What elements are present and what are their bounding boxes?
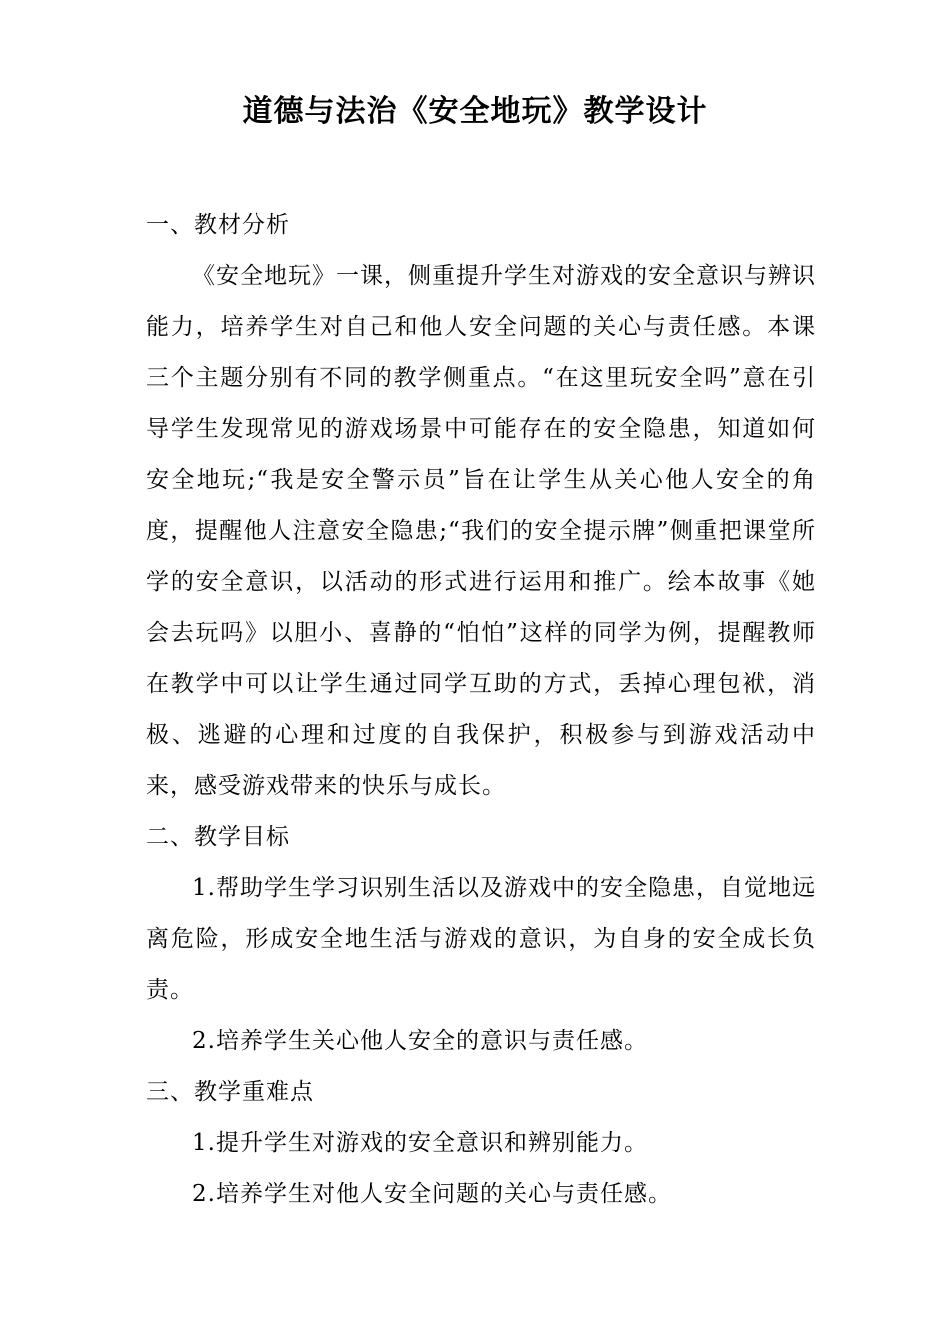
document-title: 道德与法治《安全地玩》教学设计	[242, 94, 708, 129]
section-key-difficulties	[146, 1067, 816, 1220]
section-teaching-goals	[146, 812, 816, 1067]
list-item: 1.提升学生对游戏的安全意识和辨别能力。	[192, 1130, 648, 1156]
list-item: 2.培养学生对他人安全问题的关心与责任感。	[192, 1181, 672, 1207]
section-heading: 三、教学重难点	[146, 1079, 314, 1105]
section-heading: 一、教材分析	[146, 212, 290, 238]
list-item: 2.培养学生关心他人安全的意识与责任感。	[192, 1028, 648, 1054]
section-heading: 二、教学目标	[146, 824, 290, 850]
list-item: 1.帮助学生学习识别生活以及游戏中的安全隐患，自觉地远离危险，形成安全地生活与游戏的意识，为自身的安全成长负责。	[146, 875, 816, 1003]
document-body	[146, 200, 816, 1220]
section-textbook-analysis	[146, 200, 816, 812]
section-paragraph: 《安全地玩》一课，侧重提升学生对游戏的安全意识与辨识能力，培养学生对自己和他人安全问题的关心与责任感。本课三个主题分别有不同的教学侧重点。“在这里玩安全吗”意在引导学生发现常见的游戏场景中可能存在的安全隐患，知道如何安全地玩;“我是安全警示员”旨在让学生从关心他人安全的角度，提醒他人注意安全隐患;“我们的安全提示牌”侧重把课堂所学的安全意识，以活动的形式进行运用和推广。绘本故事《她会去玩吗》以胆小、喜静的“怕怕”这样的同学为例，提醒教师在教学中可以让学生通过同学互助的方式，丢掉心理包袱，消极、逃避的心理和过度的自我保护，积极参与到游戏活动中来，感受游戏带来的快乐与成长。	[146, 263, 816, 799]
